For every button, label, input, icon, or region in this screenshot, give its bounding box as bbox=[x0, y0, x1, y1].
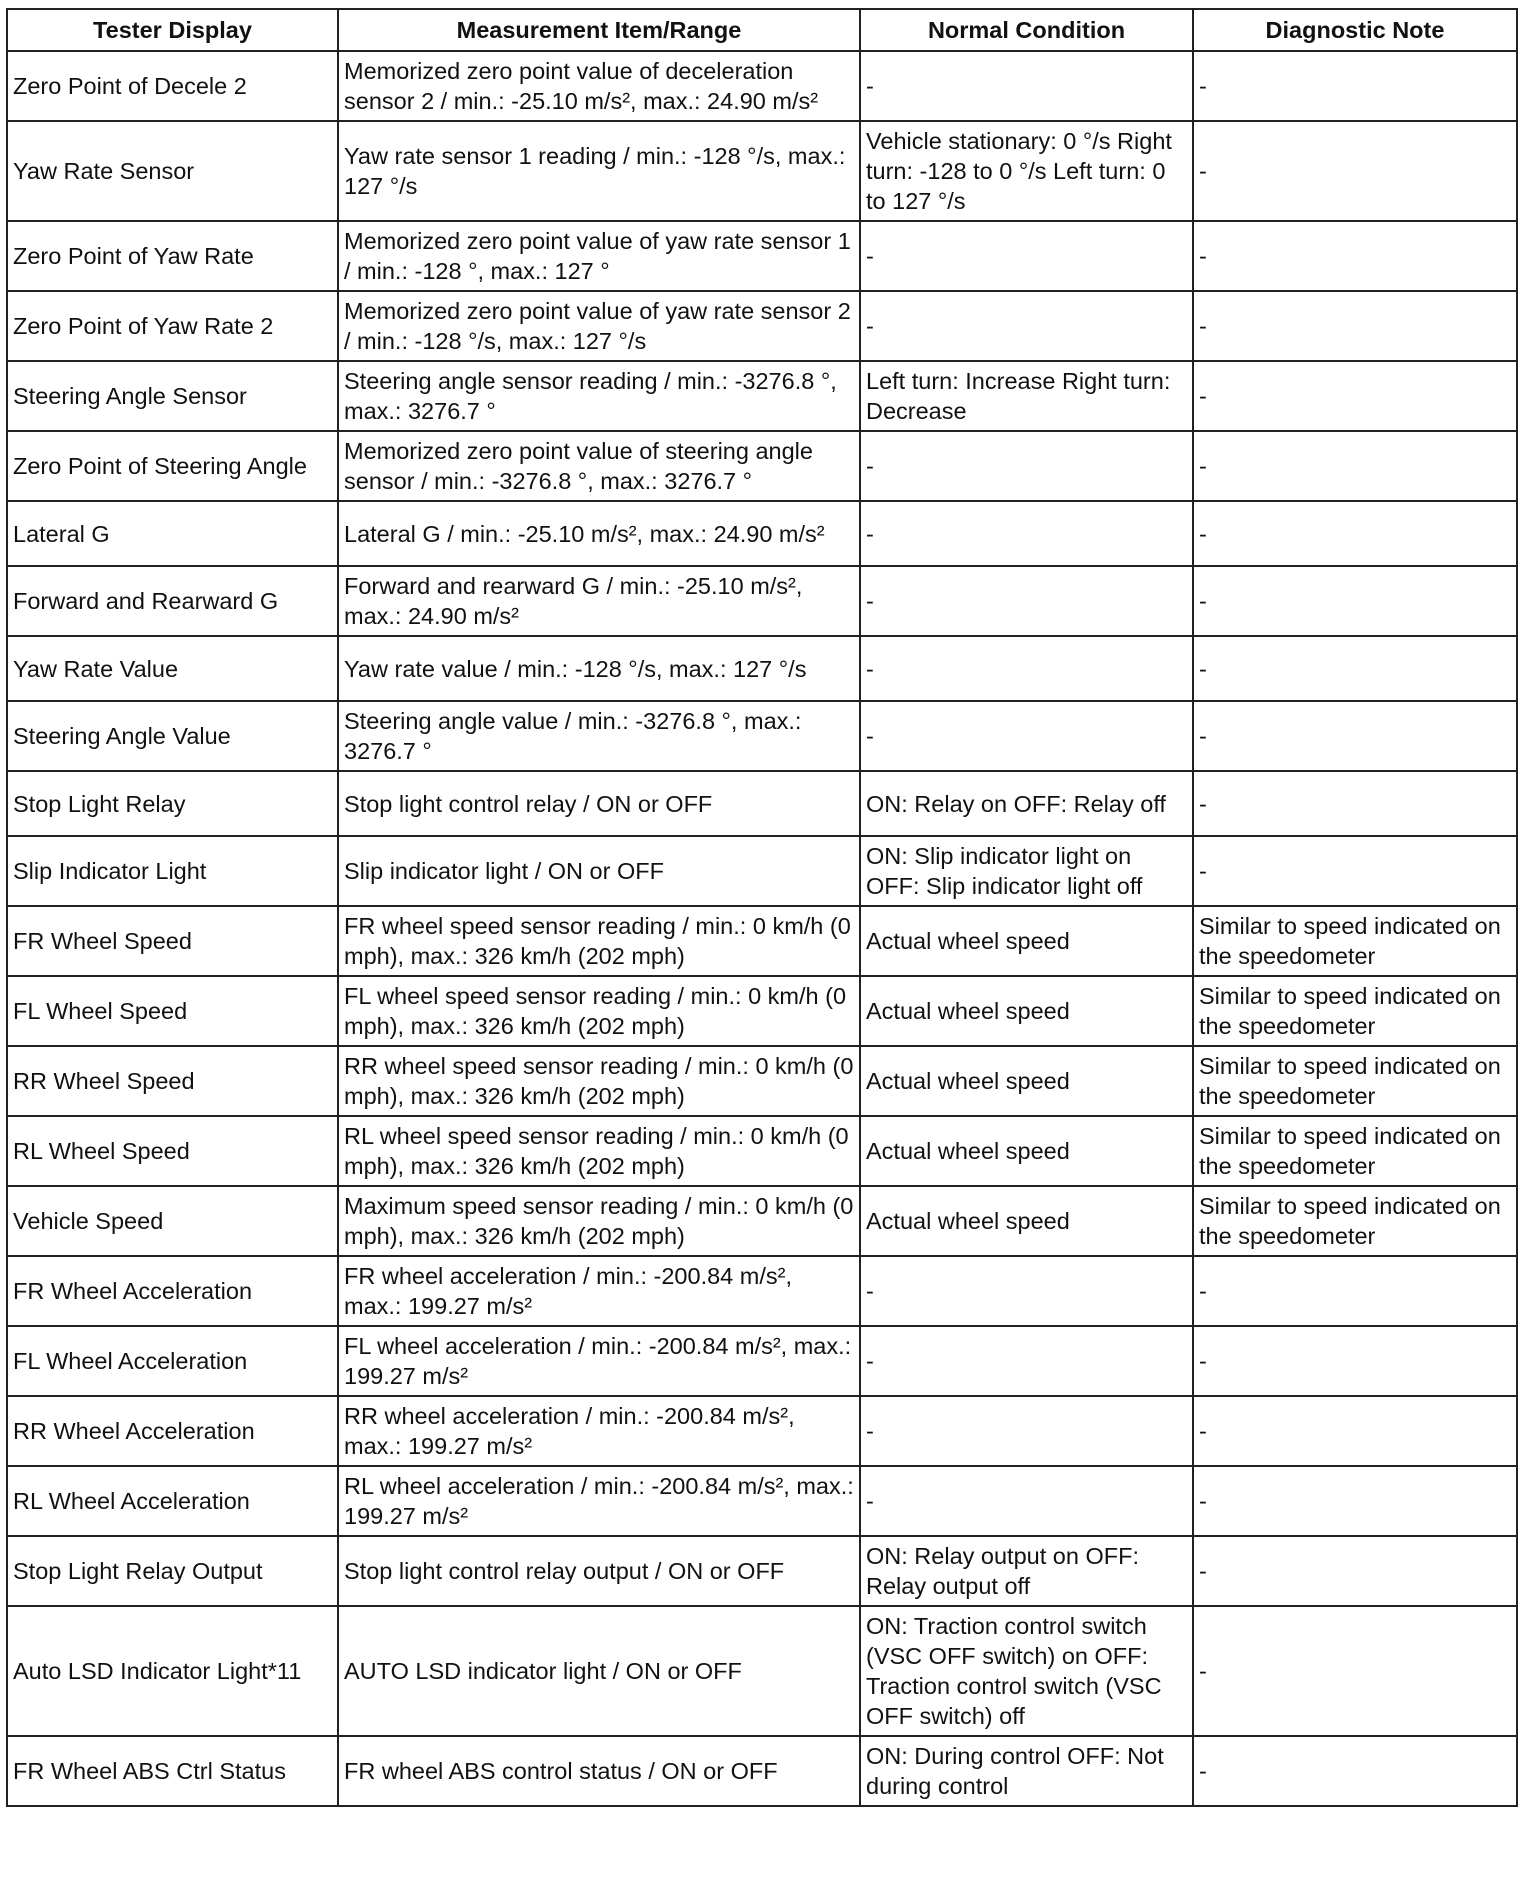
table-row bbox=[7, 1046, 1517, 1116]
table-header bbox=[7, 9, 1517, 51]
table-row bbox=[7, 906, 1517, 976]
cell-tester-display: Yaw Rate Sensor bbox=[7, 121, 338, 221]
cell-tester-display: Zero Point of Decele 2 bbox=[7, 51, 338, 121]
table-row bbox=[7, 121, 1517, 221]
header-measurement-item: Measurement Item/Range bbox=[338, 9, 860, 51]
cell-normal-condition: Actual wheel speed bbox=[860, 976, 1193, 1046]
cell-tester-display: Forward and Rearward G bbox=[7, 566, 338, 636]
table-row bbox=[7, 836, 1517, 906]
cell-diagnostic-note: - bbox=[1193, 1536, 1517, 1606]
cell-measurement: Maximum speed sensor reading / min.: 0 km/h (0 mph), max.: 326 km/h (202 mph) bbox=[338, 1186, 860, 1256]
cell-tester-display: Zero Point of Yaw Rate 2 bbox=[7, 291, 338, 361]
cell-measurement: Forward and rearward G / min.: -25.10 m/s², max.: 24.90 m/s² bbox=[338, 566, 860, 636]
cell-normal-condition: Actual wheel speed bbox=[860, 1186, 1193, 1256]
cell-tester-display: Zero Point of Steering Angle bbox=[7, 431, 338, 501]
table-body bbox=[7, 51, 1517, 1806]
cell-measurement: RL wheel acceleration / min.: -200.84 m/s², max.: 199.27 m/s² bbox=[338, 1466, 860, 1536]
table-row bbox=[7, 1256, 1517, 1326]
header-normal-condition: Normal Condition bbox=[860, 9, 1193, 51]
cell-measurement: FR wheel speed sensor reading / min.: 0 km/h (0 mph), max.: 326 km/h (202 mph) bbox=[338, 906, 860, 976]
cell-tester-display: FL Wheel Speed bbox=[7, 976, 338, 1046]
cell-measurement: RL wheel speed sensor reading / min.: 0 km/h (0 mph), max.: 326 km/h (202 mph) bbox=[338, 1116, 860, 1186]
cell-tester-display: Slip Indicator Light bbox=[7, 836, 338, 906]
table-row bbox=[7, 566, 1517, 636]
cell-normal-condition: - bbox=[860, 701, 1193, 771]
cell-tester-display: Stop Light Relay bbox=[7, 771, 338, 836]
cell-measurement: Lateral G / min.: -25.10 m/s², max.: 24.90 m/s² bbox=[338, 501, 860, 566]
cell-measurement: FR wheel ABS control status / ON or OFF bbox=[338, 1736, 860, 1806]
table-row bbox=[7, 221, 1517, 291]
table-row bbox=[7, 701, 1517, 771]
cell-diagnostic-note: - bbox=[1193, 291, 1517, 361]
cell-diagnostic-note: - bbox=[1193, 1736, 1517, 1806]
cell-measurement: Yaw rate value / min.: -128 °/s, max.: 127 °/s bbox=[338, 636, 860, 701]
table-row bbox=[7, 1736, 1517, 1806]
cell-diagnostic-note: - bbox=[1193, 121, 1517, 221]
cell-measurement: Memorized zero point value of yaw rate sensor 1 / min.: -128 °, max.: 127 ° bbox=[338, 221, 860, 291]
cell-measurement: FL wheel acceleration / min.: -200.84 m/s², max.: 199.27 m/s² bbox=[338, 1326, 860, 1396]
cell-measurement: Stop light control relay / ON or OFF bbox=[338, 771, 860, 836]
cell-normal-condition: - bbox=[860, 636, 1193, 701]
cell-tester-display: Stop Light Relay Output bbox=[7, 1536, 338, 1606]
header-tester-display: Tester Display bbox=[7, 9, 338, 51]
table-row bbox=[7, 771, 1517, 836]
cell-diagnostic-note: - bbox=[1193, 1606, 1517, 1736]
cell-diagnostic-note: - bbox=[1193, 701, 1517, 771]
cell-tester-display: Auto LSD Indicator Light*11 bbox=[7, 1606, 338, 1736]
cell-diagnostic-note: Similar to speed indicated on the speedometer bbox=[1193, 1116, 1517, 1186]
table-row bbox=[7, 1396, 1517, 1466]
cell-tester-display: Steering Angle Value bbox=[7, 701, 338, 771]
cell-normal-condition: - bbox=[860, 291, 1193, 361]
cell-measurement: FR wheel acceleration / min.: -200.84 m/s², max.: 199.27 m/s² bbox=[338, 1256, 860, 1326]
cell-diagnostic-note: - bbox=[1193, 636, 1517, 701]
cell-measurement: AUTO LSD indicator light / ON or OFF bbox=[338, 1606, 860, 1736]
cell-normal-condition: - bbox=[860, 501, 1193, 566]
cell-diagnostic-note: Similar to speed indicated on the speedometer bbox=[1193, 1186, 1517, 1256]
cell-normal-condition: Actual wheel speed bbox=[860, 906, 1193, 976]
cell-tester-display: RL Wheel Speed bbox=[7, 1116, 338, 1186]
cell-measurement: Memorized zero point value of deceleration sensor 2 / min.: -25.10 m/s², max.: 24.90 m/s² bbox=[338, 51, 860, 121]
cell-diagnostic-note: Similar to speed indicated on the speedometer bbox=[1193, 976, 1517, 1046]
cell-diagnostic-note: - bbox=[1193, 431, 1517, 501]
cell-tester-display: FR Wheel Speed bbox=[7, 906, 338, 976]
table-row bbox=[7, 1536, 1517, 1606]
cell-normal-condition: ON: Relay on OFF: Relay off bbox=[860, 771, 1193, 836]
cell-diagnostic-note: - bbox=[1193, 221, 1517, 291]
cell-measurement: Memorized zero point value of yaw rate sensor 2 / min.: -128 °/s, max.: 127 °/s bbox=[338, 291, 860, 361]
cell-tester-display: RR Wheel Speed bbox=[7, 1046, 338, 1116]
table-row bbox=[7, 291, 1517, 361]
cell-measurement: Memorized zero point value of steering angle sensor / min.: -3276.8 °, max.: 3276.7 ° bbox=[338, 431, 860, 501]
cell-normal-condition: - bbox=[860, 51, 1193, 121]
cell-normal-condition: ON: Relay output on OFF: Relay output off bbox=[860, 1536, 1193, 1606]
table-row bbox=[7, 431, 1517, 501]
cell-measurement: Steering angle sensor reading / min.: -3276.8 °, max.: 3276.7 ° bbox=[338, 361, 860, 431]
table-row bbox=[7, 501, 1517, 566]
cell-normal-condition: ON: Traction control switch (VSC OFF switch) on OFF: Traction control switch (VSC OFF switch) off bbox=[860, 1606, 1193, 1736]
cell-measurement: Slip indicator light / ON or OFF bbox=[338, 836, 860, 906]
cell-diagnostic-note: - bbox=[1193, 51, 1517, 121]
cell-diagnostic-note: - bbox=[1193, 836, 1517, 906]
cell-tester-display: Steering Angle Sensor bbox=[7, 361, 338, 431]
cell-measurement: Steering angle value / min.: -3276.8 °, max.: 3276.7 ° bbox=[338, 701, 860, 771]
table-row bbox=[7, 1186, 1517, 1256]
cell-tester-display: FR Wheel Acceleration bbox=[7, 1256, 338, 1326]
cell-normal-condition: Actual wheel speed bbox=[860, 1046, 1193, 1116]
cell-normal-condition: - bbox=[860, 566, 1193, 636]
cell-normal-condition: - bbox=[860, 1326, 1193, 1396]
table-row bbox=[7, 361, 1517, 431]
cell-normal-condition: Actual wheel speed bbox=[860, 1116, 1193, 1186]
cell-measurement: RR wheel speed sensor reading / min.: 0 km/h (0 mph), max.: 326 km/h (202 mph) bbox=[338, 1046, 860, 1116]
cell-tester-display: FR Wheel ABS Ctrl Status bbox=[7, 1736, 338, 1806]
table-row bbox=[7, 51, 1517, 121]
cell-tester-display: RR Wheel Acceleration bbox=[7, 1396, 338, 1466]
cell-normal-condition: Vehicle stationary: 0 °/s Right turn: -128 to 0 °/s Left turn: 0 to 127 °/s bbox=[860, 121, 1193, 221]
cell-diagnostic-note: - bbox=[1193, 361, 1517, 431]
cell-diagnostic-note: - bbox=[1193, 501, 1517, 566]
cell-normal-condition: ON: During control OFF: Not during control bbox=[860, 1736, 1193, 1806]
cell-diagnostic-note: - bbox=[1193, 771, 1517, 836]
cell-measurement: Stop light control relay output / ON or OFF bbox=[338, 1536, 860, 1606]
cell-tester-display: Zero Point of Yaw Rate bbox=[7, 221, 338, 291]
cell-tester-display: RL Wheel Acceleration bbox=[7, 1466, 338, 1536]
cell-measurement: FL wheel speed sensor reading / min.: 0 km/h (0 mph), max.: 326 km/h (202 mph) bbox=[338, 976, 860, 1046]
header-diagnostic-note: Diagnostic Note bbox=[1193, 9, 1517, 51]
table-row bbox=[7, 636, 1517, 701]
cell-tester-display: Yaw Rate Value bbox=[7, 636, 338, 701]
cell-diagnostic-note: Similar to speed indicated on the speedometer bbox=[1193, 1046, 1517, 1116]
cell-tester-display: Lateral G bbox=[7, 501, 338, 566]
cell-measurement: RR wheel acceleration / min.: -200.84 m/s², max.: 199.27 m/s² bbox=[338, 1396, 860, 1466]
data-list-table bbox=[6, 8, 1518, 1807]
cell-normal-condition: - bbox=[860, 1466, 1193, 1536]
cell-normal-condition: - bbox=[860, 1396, 1193, 1466]
cell-tester-display: Vehicle Speed bbox=[7, 1186, 338, 1256]
cell-diagnostic-note: - bbox=[1193, 1326, 1517, 1396]
cell-diagnostic-note: - bbox=[1193, 566, 1517, 636]
table-row bbox=[7, 1466, 1517, 1536]
table-row bbox=[7, 976, 1517, 1046]
table-row bbox=[7, 1606, 1517, 1736]
cell-tester-display: FL Wheel Acceleration bbox=[7, 1326, 338, 1396]
table-row bbox=[7, 1116, 1517, 1186]
cell-diagnostic-note: - bbox=[1193, 1466, 1517, 1536]
cell-normal-condition: ON: Slip indicator light on OFF: Slip indicator light off bbox=[860, 836, 1193, 906]
cell-diagnostic-note: - bbox=[1193, 1256, 1517, 1326]
header-row bbox=[7, 9, 1517, 51]
cell-normal-condition: - bbox=[860, 221, 1193, 291]
cell-normal-condition: - bbox=[860, 431, 1193, 501]
table-row bbox=[7, 1326, 1517, 1396]
cell-normal-condition: Left turn: Increase Right turn: Decrease bbox=[860, 361, 1193, 431]
cell-measurement: Yaw rate sensor 1 reading / min.: -128 °/s, max.: 127 °/s bbox=[338, 121, 860, 221]
cell-diagnostic-note: Similar to speed indicated on the speedometer bbox=[1193, 906, 1517, 976]
cell-diagnostic-note: - bbox=[1193, 1396, 1517, 1466]
cell-normal-condition: - bbox=[860, 1256, 1193, 1326]
